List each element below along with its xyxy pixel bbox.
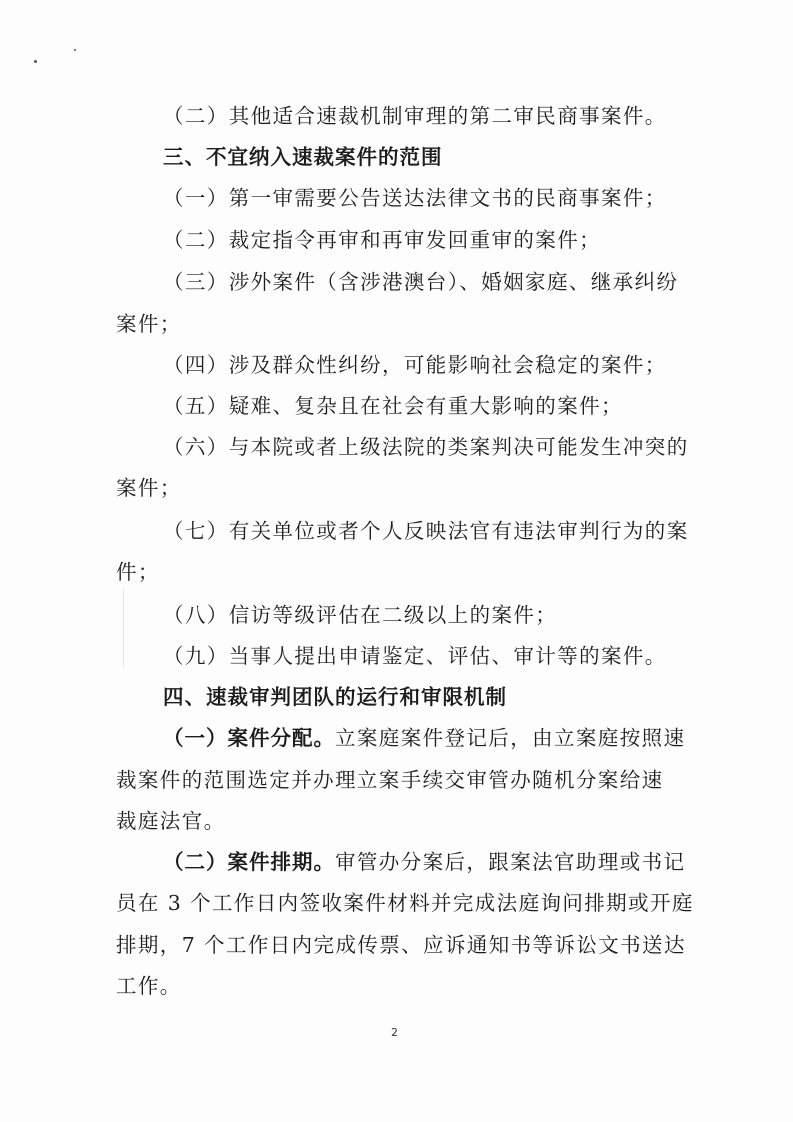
list-item-7-cont: 件； [116,560,160,584]
list-item-5: （五）疑难、复杂且在社会有重大影响的案件； [163,394,623,418]
list-item-2: （二）裁定指令再审和再审发回重审的案件； [163,228,601,252]
case-scheduling-text: 审管办分案后，跟案法官助理或书记 [335,850,686,874]
list-item-4: （四）涉及群众性纠纷，可能影响社会稳定的案件； [163,353,667,377]
scan-edge-mark [123,588,124,668]
paragraph-case-scheduling [163,847,685,877]
list-item-3-cont: 案件； [116,312,182,336]
scan-speck [34,60,37,63]
list-item-3: （三）涉外案件（含涉港澳台）、婚姻家庭、继承纠纷 [163,270,679,294]
case-scheduling-cont-1: 员在 3 个工作日内签收案件材料并完成法庭询问排期或开庭 [116,891,694,915]
list-item-8: （八）信访等级评估在二级以上的案件； [163,603,558,627]
list-item-6: （六）与本院或者上级法院的类案判决可能发生冲突的 [163,435,689,459]
section-heading-3: 三、不宜纳入速裁案件的范围 [163,145,443,169]
case-scheduling-title: （二）案件排期。 [163,850,335,874]
case-allocation-cont-1: 裁案件的范围选定并办理立案手续交审管办随机分案给速 [116,768,664,792]
scan-speck [74,49,76,51]
list-item-6-cont: 案件； [116,476,182,500]
list-item-9: （九）当事人提出申请鉴定、评估、审计等的案件。 [163,644,667,668]
case-allocation-cont-2: 裁庭法官。 [116,809,226,833]
case-allocation-title: （一）案件分配。 [163,726,335,750]
case-scheduling-cont-2: 排期，7 个工作日内完成传票、应诉通知书等诉讼文书送达 [116,933,686,957]
case-scheduling-cont-3: 工作。 [116,974,182,998]
list-item-7: （七）有关单位或者个人反映法官有违法审判行为的案 [163,519,689,543]
case-allocation-text: 立案庭案件登记后，由立案庭按照速 [335,726,686,750]
list-item-1: （一）第一审需要公告送达法律文书的民商事案件； [163,186,667,210]
list-item-appellate-cases: （二）其他适合速裁机制审理的第二审民商事案件。 [163,104,667,128]
page-number: 2 [391,1026,398,1039]
section-heading-4: 四、速裁审判团队的运行和审限机制 [163,685,507,709]
paragraph-case-allocation [163,723,685,753]
